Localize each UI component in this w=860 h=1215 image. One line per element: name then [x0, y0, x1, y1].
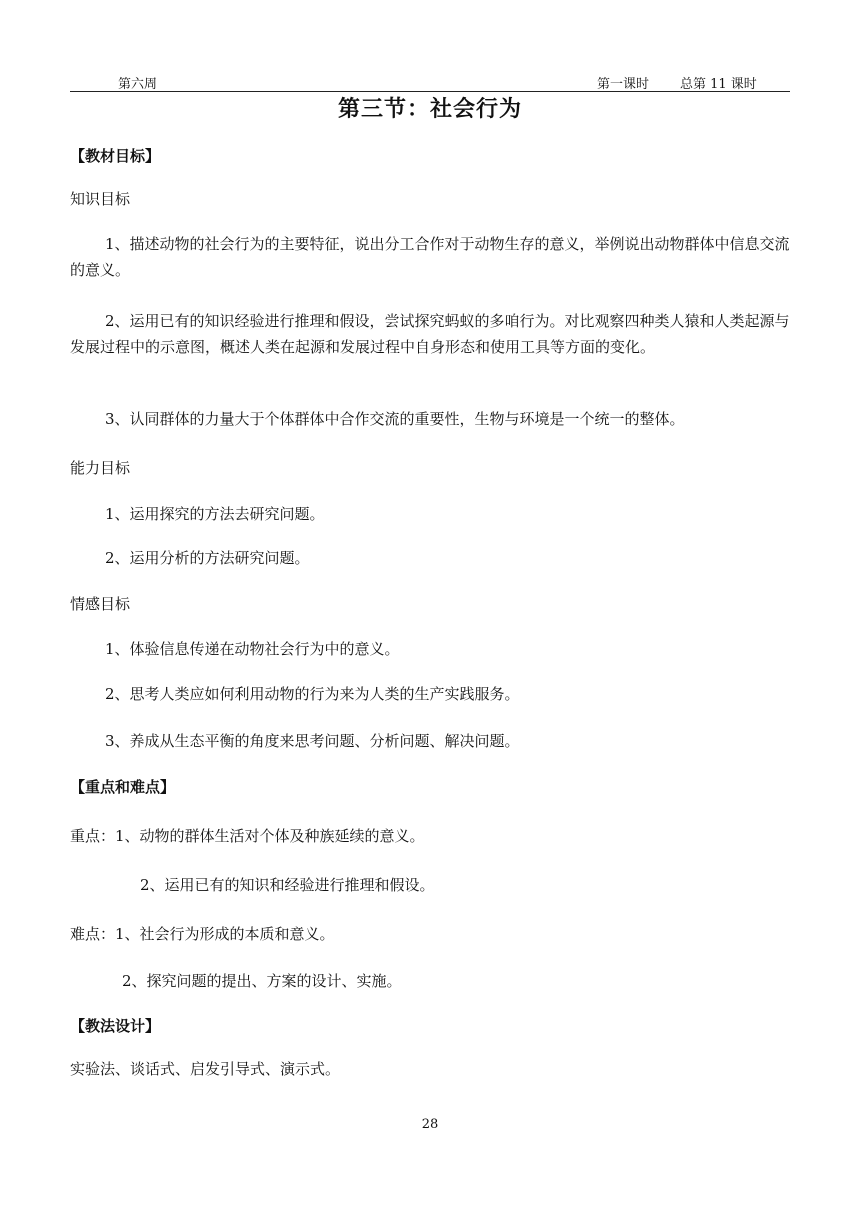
- objectives-heading: 【教材目标】: [70, 147, 161, 165]
- page-title: 第三节：社会行为: [337, 97, 522, 122]
- method-heading: 【教法设计】: [70, 1017, 161, 1035]
- emotion-item-1: 1、体验信息传递在动物社会行为中的意义。: [105, 640, 400, 658]
- difficult-point-2: 2、探究问题的提出、方案的设计、实施。: [122, 972, 402, 990]
- ability-item-2: 2、运用分析的方法研究问题。: [105, 549, 310, 567]
- difficult-point-1: 难点：1、社会行为形成的本质和意义。: [70, 925, 335, 943]
- header-total-lessons: 总第 11 课时: [680, 77, 757, 92]
- method-text: 实验法、谈话式、启发引导式、演示式。: [70, 1060, 341, 1078]
- header-week: 第六周: [118, 77, 158, 92]
- ability-heading: 能力目标: [70, 459, 131, 477]
- key-point-1: 重点：1、动物的群体生活对个体及种族延续的意义。: [70, 827, 425, 845]
- knowledge-heading: 知识目标: [70, 190, 131, 208]
- ability-item-1: 1、运用探究的方法去研究问题。: [105, 505, 325, 523]
- emotion-item-3: 3、养成从生态平衡的角度来思考问题、分析问题、解决问题。: [105, 732, 520, 750]
- emotion-item-2: 2、思考人类应如何利用动物的行为来为人类的生产实践服务。: [105, 685, 520, 703]
- key-point-2: 2、运用已有的知识和经验进行推理和假设。: [140, 876, 435, 894]
- knowledge-item-2: 2、运用已有的知识经验进行推理和假设，尝试探究蚂蚁的多咱行为。对比观察四种类人猿和人类起源与发展过程中的示意图，概述人类在起源和发展过程中自身形态和使用工具等方面的变化。: [70, 312, 790, 356]
- key-points-heading: 【重点和难点】: [70, 778, 176, 796]
- knowledge-item-1: 1、描述动物的社会行为的主要特征，说出分工合作对于动物生存的意义，举例说出动物群体中信息交流的意义。: [70, 235, 790, 279]
- page-number: 28: [421, 1117, 439, 1132]
- emotion-heading: 情感目标: [70, 595, 131, 613]
- knowledge-item-3: 3、认同群体的力量大于个体群体中合作交流的重要性，生物与环境是一个统一的整体。: [105, 410, 685, 428]
- header-lesson: 第一课时: [597, 77, 650, 92]
